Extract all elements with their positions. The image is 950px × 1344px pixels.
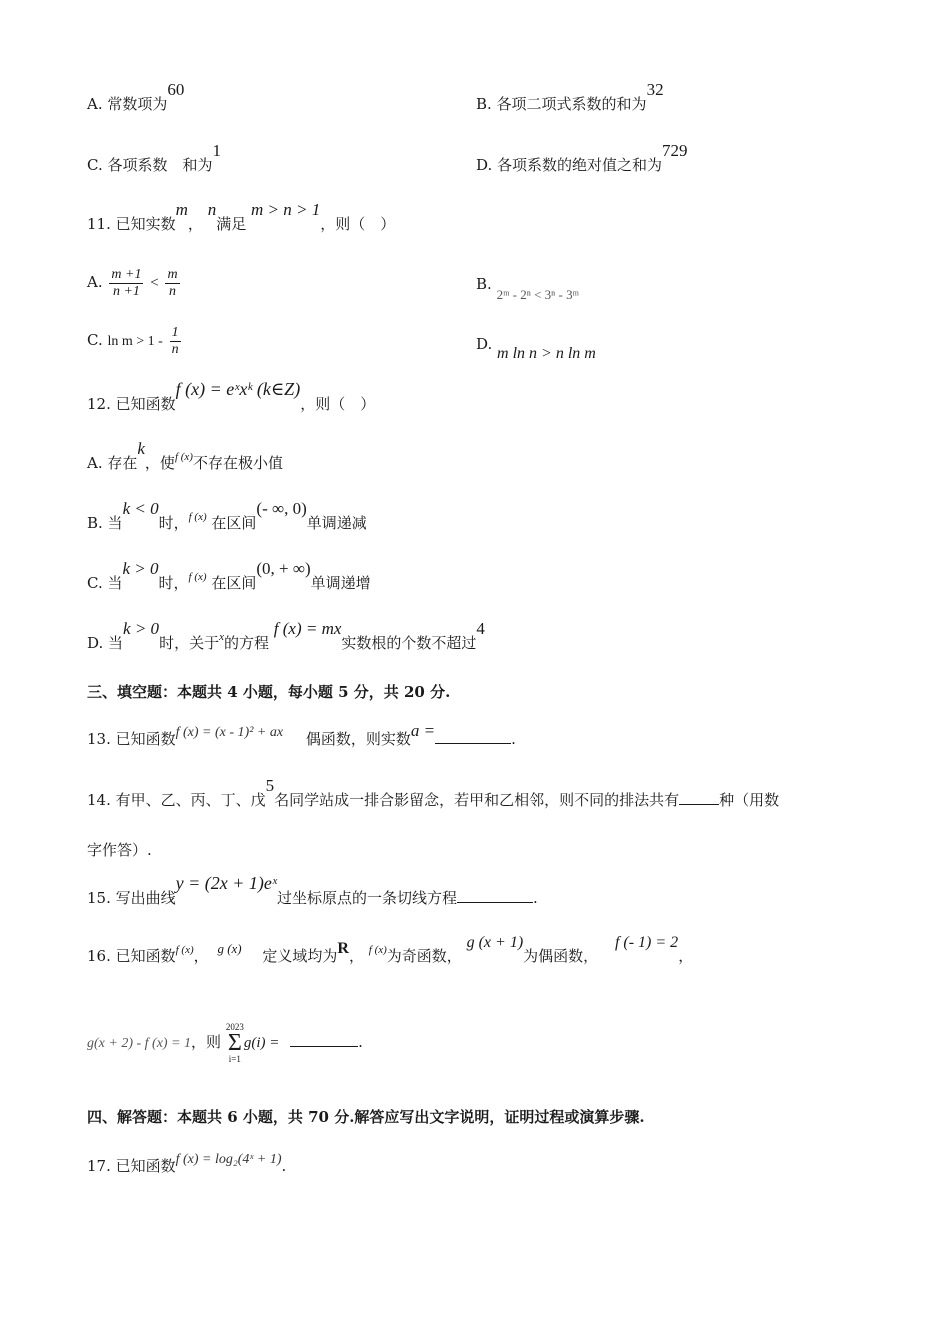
q15 bbox=[87, 873, 538, 908]
math-var: k bbox=[137, 439, 145, 458]
q14-line1 bbox=[87, 776, 780, 810]
option-label: B. bbox=[476, 275, 492, 293]
option-text: 不存在极小值 bbox=[192, 454, 283, 472]
option-text: 的方程 bbox=[223, 634, 269, 652]
answer-blank[interactable] bbox=[457, 888, 533, 903]
q11-option-c bbox=[87, 320, 183, 362]
punct: ， bbox=[348, 947, 364, 965]
stem-text: ，则（ ） bbox=[320, 215, 396, 233]
stem-text: 定义域均为 bbox=[262, 947, 338, 965]
sum-upper: 2023 bbox=[225, 1022, 244, 1032]
math-expr: 2ᵐ - 2ⁿ < 3ⁿ - 3ᵐ bbox=[496, 287, 579, 302]
stem-text: 11. 已知实数 bbox=[87, 215, 176, 233]
math-function: f (x) bbox=[174, 451, 193, 463]
section-heading: 四、解答题：本题共 6 小题，共 70 分.解答应写出文字说明，证明过程或演算步骤. bbox=[87, 1108, 645, 1126]
fraction bbox=[165, 267, 179, 300]
math-expr: y = (2x + 1)eˣ bbox=[175, 873, 277, 893]
option-label: C. bbox=[87, 331, 103, 349]
q12-option-d bbox=[87, 619, 485, 655]
stem-text: 满足 bbox=[216, 215, 247, 233]
option-text: 在区间 bbox=[211, 574, 257, 592]
option-label: A. bbox=[87, 273, 103, 291]
math-value: 32 bbox=[646, 80, 664, 99]
math-expr: m ln n > n ln m bbox=[497, 345, 596, 362]
math-var: x bbox=[219, 631, 224, 643]
math-var: n bbox=[207, 200, 217, 219]
option-text: ，使 bbox=[144, 454, 175, 472]
stem-text: 种（用数 bbox=[719, 791, 780, 809]
punct: ， bbox=[678, 947, 694, 965]
q12-option-b bbox=[87, 499, 367, 535]
q10-option-b bbox=[476, 80, 664, 114]
math-expr: f (x) = (x - 1)² + ax bbox=[175, 725, 284, 740]
math-function: f (x) bbox=[188, 511, 207, 523]
q14-line2: 字作答）. bbox=[87, 841, 152, 859]
q13 bbox=[87, 721, 516, 751]
math-value: 1 bbox=[212, 141, 221, 160]
option-text: A. 常数项为 bbox=[87, 95, 168, 113]
q12-stem bbox=[87, 379, 376, 414]
stem-text: 偶函数，则实数 bbox=[305, 730, 411, 748]
numerator: m +1 bbox=[111, 266, 142, 282]
math-value: 729 bbox=[662, 141, 688, 160]
q11-option-d bbox=[476, 334, 596, 362]
q17 bbox=[87, 1152, 287, 1178]
punct: . bbox=[358, 1033, 363, 1051]
stem-text: 17. 已知函数 bbox=[87, 1157, 176, 1175]
math-value: 60 bbox=[167, 80, 185, 99]
stem-text: 14. 有甲、乙、丙、丁、戊 bbox=[87, 791, 266, 809]
option-label: D. bbox=[476, 335, 493, 353]
q11-option-a bbox=[87, 262, 182, 303]
option-text: 时， bbox=[158, 514, 189, 532]
option-text: 时， bbox=[158, 574, 189, 592]
math-var: m bbox=[175, 200, 188, 219]
math-function: f (x) bbox=[175, 944, 194, 956]
punct: . bbox=[281, 1157, 287, 1175]
q10-option-a bbox=[87, 80, 185, 114]
stem-text: 为偶函数， bbox=[523, 947, 599, 965]
math-value: 4 bbox=[476, 619, 485, 638]
math-expr: g(x + 2) - f (x) = 1 bbox=[87, 1036, 192, 1051]
q16-line1 bbox=[87, 934, 694, 968]
stem-text: 13. 已知函数 bbox=[87, 730, 176, 748]
math-function: f (x) = eˣxᵏ (k∈Z) bbox=[175, 379, 301, 399]
option-text: D. 各项系数的绝对值之和为 bbox=[476, 156, 663, 174]
punct: . bbox=[532, 889, 538, 907]
stem-text: 12. 已知函数 bbox=[87, 395, 176, 413]
option-text: D. 当 bbox=[87, 634, 124, 652]
sigma-icon: Σ bbox=[227, 1030, 242, 1056]
option-text: C. 当 bbox=[87, 574, 123, 592]
denominator: n bbox=[169, 283, 177, 299]
numerator: m bbox=[167, 266, 178, 282]
option-text: 单调递减 bbox=[306, 514, 367, 532]
q16-line2 bbox=[87, 1020, 363, 1066]
denominator: n +1 bbox=[112, 283, 140, 299]
math-expr: f (x) = log₂(4ˣ + 1) bbox=[175, 1152, 282, 1167]
numerator: 1 bbox=[171, 324, 179, 340]
stem-text: ，则 bbox=[191, 1033, 222, 1051]
option-text: A. 存在 bbox=[87, 454, 138, 472]
math-function: g (x + 1) bbox=[466, 934, 524, 951]
math-function: g (x) bbox=[217, 941, 242, 956]
answer-blank[interactable] bbox=[290, 1032, 358, 1047]
summation bbox=[226, 1022, 244, 1064]
math-condition: m > n > 1 bbox=[251, 200, 321, 219]
fraction bbox=[109, 267, 143, 300]
math-set: R bbox=[337, 940, 349, 957]
math-condition: k < 0 bbox=[122, 499, 159, 518]
option-text: C. 各项系数 和为 bbox=[87, 156, 213, 174]
math-condition: k > 0 bbox=[122, 559, 159, 578]
punct: ， bbox=[193, 947, 209, 965]
denominator: n bbox=[171, 341, 179, 357]
math-interval: (- ∞, 0) bbox=[256, 499, 307, 518]
stem-text: 15. 写出曲线 bbox=[87, 889, 176, 907]
option-text: 单调递增 bbox=[310, 574, 371, 592]
math-function: f (x) bbox=[188, 571, 207, 583]
q12-option-c bbox=[87, 559, 371, 595]
q12-option-a bbox=[87, 439, 283, 475]
math-condition: f (- 1) = 2 bbox=[614, 934, 679, 951]
math-value: 5 bbox=[265, 776, 275, 795]
option-text: B. 各项二项式系数的和为 bbox=[476, 95, 647, 113]
math-function: f (x) bbox=[368, 944, 387, 956]
math-interval: (0, + ∞) bbox=[256, 559, 311, 578]
math-expr: ln m > 1 - bbox=[107, 334, 163, 349]
math-expr: g(i) = bbox=[243, 1035, 280, 1051]
q11-option-b bbox=[476, 274, 579, 302]
option-text: B. 当 bbox=[87, 514, 123, 532]
math-op: < bbox=[150, 275, 159, 291]
option-text: 实数根的个数不超过 bbox=[341, 634, 477, 652]
stem-text: 16. 已知函数 bbox=[87, 947, 176, 965]
math-expr: f (x) = mx bbox=[273, 619, 342, 638]
math-condition: k > 0 bbox=[123, 619, 160, 638]
stem-text: 名同学站成一排合影留念，若甲和乙相邻，则不同的排法共有 bbox=[274, 791, 680, 809]
answer-blank[interactable] bbox=[435, 729, 511, 744]
fraction bbox=[170, 325, 181, 358]
stem-text: 过坐标原点的一条切线方程 bbox=[276, 889, 457, 907]
q10-option-c bbox=[87, 141, 221, 175]
stem-text: 为奇函数， bbox=[386, 947, 462, 965]
punct: ， bbox=[187, 215, 203, 233]
option-text: 在区间 bbox=[211, 514, 257, 532]
sum-lower: i=1 bbox=[228, 1054, 241, 1064]
stem-text: ，则（ ） bbox=[300, 395, 376, 413]
punct: . bbox=[511, 730, 516, 748]
q10-option-d bbox=[476, 141, 688, 175]
answer-blank[interactable] bbox=[679, 790, 719, 805]
option-text: 时，关于 bbox=[159, 634, 220, 652]
math-var: a = bbox=[410, 721, 436, 740]
section-heading: 三、填空题：本题共 4 小题，每小题 5 分，共 20 分. bbox=[87, 683, 451, 701]
q11-stem bbox=[87, 200, 396, 234]
